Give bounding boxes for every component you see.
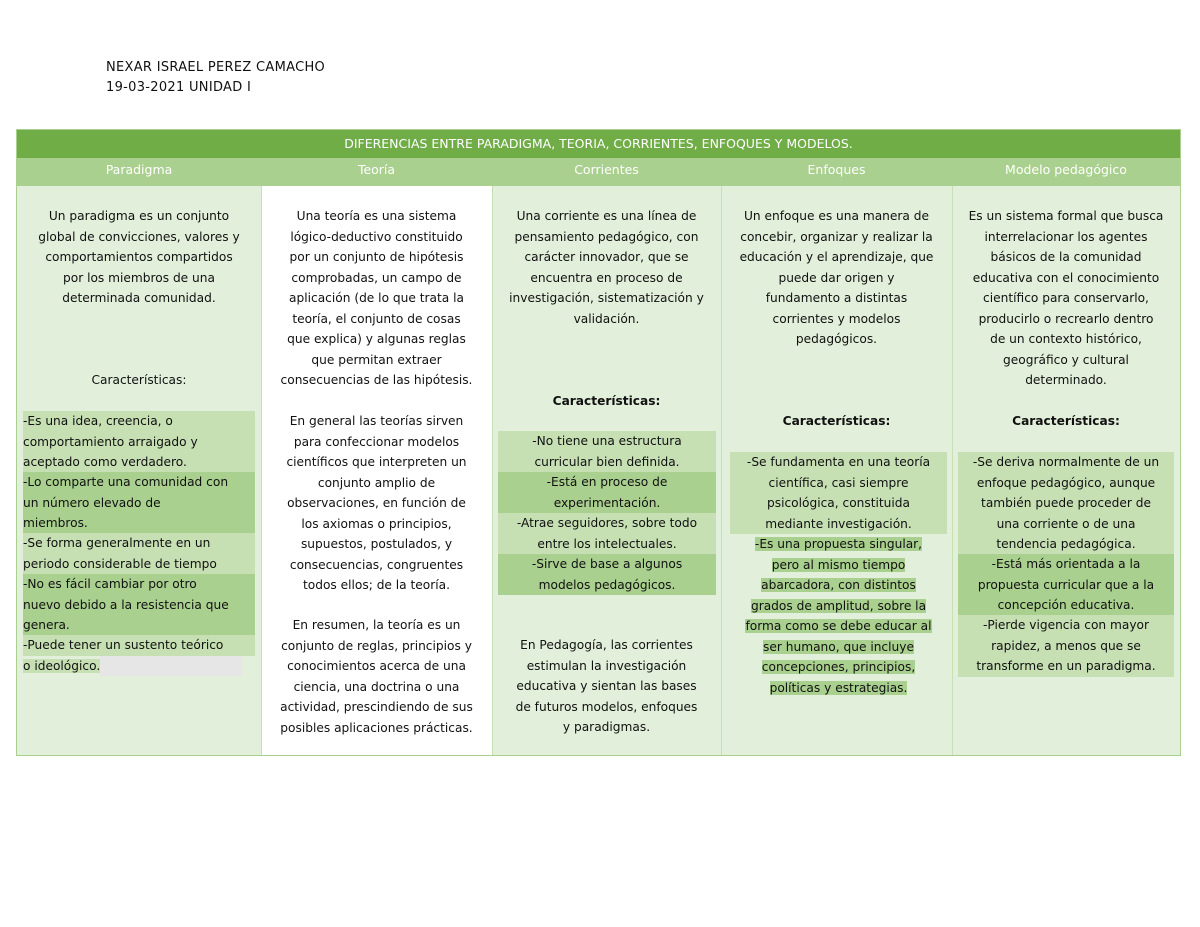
paradigma-item: -Es una idea, creencia, o comportamiento arraigado y aceptado como verdadero. bbox=[23, 411, 255, 473]
paradigma-item: -No es fácil cambiar por otro nuevo debido a la resistencia que genera. bbox=[23, 574, 255, 636]
modelo-item: -Pierde vigencia con mayor rapidez, a menos que se transforme en un paradigma. bbox=[958, 615, 1174, 677]
header-enfoques: Enfoques bbox=[807, 162, 866, 177]
table-title: DIFERENCIAS ENTRE PARADIGMA, TEORIA, CORRIENTES, ENFOQUES Y MODELOS. bbox=[17, 130, 1180, 158]
teoria-definition: Una teoría es una sistema lógico-deductivo constituido por un conjunto de hipótesis comprobadas, un campo de aplicación (de lo que trata la teoría, el conjunto de cosas que explica) y algunas reglas que permitan extraer consecuencias de las hipótesis. bbox=[280, 209, 473, 387]
date-unit: 19-03-2021 UNIDAD I bbox=[106, 80, 252, 95]
header-paradigma: Paradigma bbox=[105, 162, 173, 177]
modelo-characteristics-label: Características: bbox=[1012, 414, 1120, 428]
corrientes-item: -Atrae seguidores, sobre todo entre los intelectuales. bbox=[498, 513, 716, 554]
corrientes-item: -Está en proceso de experimentación. bbox=[498, 472, 716, 513]
author-name: NEXAR ISRAEL PEREZ CAMACHO bbox=[106, 60, 326, 75]
modelo-item: -Se deriva normalmente de un enfoque pedagógico, aunque también puede proceder de una corriente o de una tendencia pedagógica. bbox=[958, 452, 1174, 555]
divider bbox=[261, 186, 262, 755]
table-header-row bbox=[17, 158, 1180, 186]
enfoques-item: -Es una propuesta singular, pero al mismo tiempo abarcadora, con distintos grados de amplitud, sobre la forma como se debe educar al ser humano, que incluye concepciones, principios, políticas y estrategias. bbox=[745, 537, 932, 695]
corrientes-item: -No tiene una estructura curricular bien definida. bbox=[498, 431, 716, 472]
header-teoria: Teoría bbox=[357, 162, 396, 177]
modelo-definition: Es un sistema formal que busca interrelacionar los agentes básicos de la comunidad educativa con el conocimiento científico para conservarlo, producirlo o recrearlo dentro de un contexto histórico, geográfico y cultural determinado. bbox=[968, 209, 1164, 387]
header-corrientes: Corrientes bbox=[574, 162, 639, 177]
divider bbox=[492, 186, 493, 755]
paradigma-item: -Se forma generalmente en un periodo considerable de tiempo bbox=[23, 533, 255, 574]
teoria-general: En general las teorías sirven para confeccionar modelos científicos que interpreten un conjunto amplio de observaciones, en función de los axiomas o principios, supuestos, postulados, y consecuencias, congruentes todos ellos; de la teoría. bbox=[286, 414, 467, 592]
divider bbox=[721, 186, 722, 755]
corrientes-item: -Sirve de base a algunos modelos pedagógicos. bbox=[498, 554, 716, 595]
corrientes-characteristics-label: Características: bbox=[552, 394, 661, 408]
header-modelo: Modelo pedagógico bbox=[1005, 162, 1127, 177]
enfoques-item: -Se fundamenta en una teoría científica, casi siempre psicológica, constituida mediante investigación. bbox=[730, 452, 947, 534]
paradigma-item: -Puede tener un sustento teórico o ideológico. bbox=[23, 635, 255, 676]
enfoques-definition: Un enfoque es una manera de concebir, organizar y realizar la educación y el aprendizaje, que puede dar origen y fundamento a distintas corrientes y modelos pedagógicos. bbox=[739, 209, 934, 346]
teoria-summary: En resumen, la teoría es un conjunto de reglas, principios y conocimientos acerca de una ciencia, una doctrina o una actividad, prescindiendo de sus posibles aplicaciones prácticas. bbox=[280, 618, 473, 735]
paradigma-item: -Lo comparte una comunidad con un número elevado de miembros. bbox=[23, 472, 255, 534]
paradigma-definition: Un paradigma es un conjunto global de convicciones, valores y comportamientos compartidos por los miembros de una determinada comunidad. bbox=[38, 209, 240, 305]
enfoques-characteristics-label: Características: bbox=[782, 414, 891, 428]
document-header bbox=[106, 58, 325, 98]
comparison-table bbox=[16, 129, 1181, 756]
corrientes-definition: Una corriente es una línea de pensamiento pedagógico, con carácter innovador, que se encuentra en proceso de investigación, sistematización y validación. bbox=[509, 209, 704, 326]
divider bbox=[952, 186, 953, 755]
paradigma-characteristics-label: Características: bbox=[91, 373, 187, 387]
modelo-item: -Está más orientada a la propuesta curricular que a la concepción educativa. bbox=[958, 554, 1174, 616]
corrientes-closing: En Pedagogía, las corrientes estimulan la investigación educativa y sientan las bases de futuros modelos, enfoques y paradigmas. bbox=[515, 638, 698, 734]
